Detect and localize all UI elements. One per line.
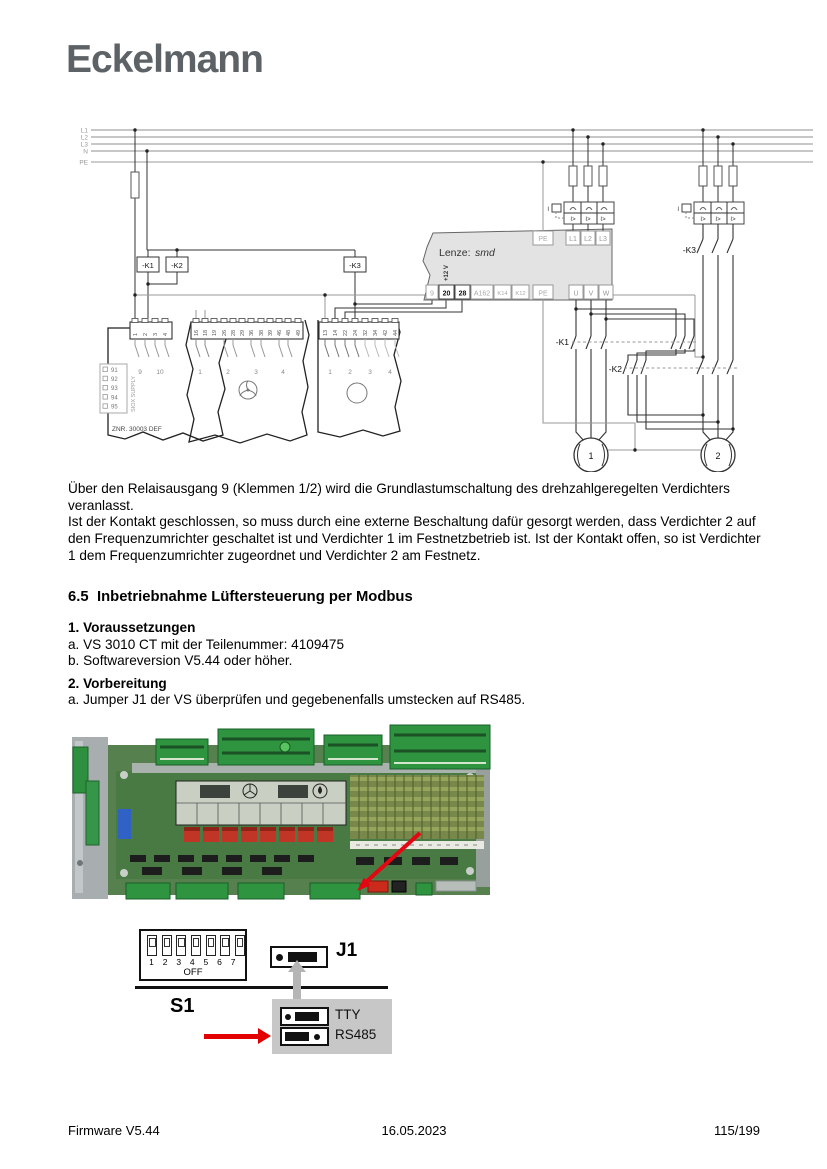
siox-supply-block <box>100 364 162 433</box>
bus-label: L2 <box>80 134 88 142</box>
figure-divider-line <box>135 986 388 989</box>
bus-label: PE <box>79 159 88 167</box>
relay-contact-symbol <box>279 339 292 357</box>
terminal-strip-1 <box>130 319 172 377</box>
terminal-number: 34 <box>373 329 379 336</box>
lenze-terminal: A162 <box>473 290 491 298</box>
tty-label: TTY <box>335 1007 361 1022</box>
lenze-terminal: V <box>588 290 594 298</box>
module-znr-label: ZNR. 30003 DEF <box>112 426 162 433</box>
relay-number: 3 <box>254 369 258 376</box>
dip-number: 2 <box>162 957 168 967</box>
overcurrent-symbol: I> <box>715 217 721 223</box>
terminal-number: 26 <box>222 329 228 336</box>
paragraph: Über den Relaisausgang 9 (Klemmen 1/2) wird die Grundlastumschaltung des drehzahlgeregelten Verdichters veranlasst. <box>68 481 730 513</box>
relay-number: 3 <box>368 369 372 376</box>
motor-1 <box>574 438 608 472</box>
relay-contact-symbol <box>135 339 149 357</box>
eckelmann-logo: Eckelmann <box>66 38 263 81</box>
lenze-terminal: K12 <box>515 291 526 297</box>
contactor-coil-label: -K3 <box>349 261 361 270</box>
pump-icon <box>347 383 367 403</box>
dip-switch-s1 <box>139 929 247 981</box>
lenze-terminal: PE <box>538 290 548 298</box>
overcurrent-symbol: I> <box>585 217 591 223</box>
contactor-coil-label: -K2 <box>171 261 183 270</box>
relay-contact-symbol <box>325 339 339 357</box>
page-footer <box>68 1123 760 1138</box>
jumper-options-panel <box>272 999 392 1054</box>
lenze-terminal: W <box>602 290 610 298</box>
terminal-number: 14 <box>333 329 339 336</box>
lenze-terminal: PE <box>538 236 548 243</box>
step1-item: a. VS 3010 CT mit der Teilenummer: 4109475 <box>68 637 345 652</box>
red-arrow-icon <box>258 1028 271 1044</box>
j1-label: J1 <box>336 940 358 961</box>
red-arrow-stem <box>204 1034 260 1039</box>
relay-contact-symbol <box>155 339 169 357</box>
siox-terminal: 91 <box>111 367 118 374</box>
gray-arrow-stem <box>293 971 301 999</box>
pcb-blue-trimmer <box>118 809 131 839</box>
dip-number: 1 <box>149 957 154 967</box>
rs485-label: RS485 <box>335 1027 377 1042</box>
terminal-number: 24 <box>353 329 359 336</box>
section-title: Inbetriebnahme Lüftersteuerung per Modbus <box>97 589 413 605</box>
terminal-number: 42 <box>383 329 389 336</box>
test-button-label: I <box>677 207 679 213</box>
contactor-contact-label: -K1 <box>555 337 569 347</box>
terminal-number: 13 <box>323 329 329 336</box>
relay-number: 2 <box>348 369 352 376</box>
coil-labels <box>142 261 361 270</box>
terminal-strip-3 <box>319 319 399 404</box>
terminal-number: 29 <box>240 329 246 336</box>
relay-number: 4 <box>388 369 392 376</box>
lenze-terminal: 28 <box>458 290 467 298</box>
pcb-mounting-bracket <box>72 737 108 899</box>
dip-number: 4 <box>189 957 195 967</box>
terminal-number: 4 <box>163 332 169 336</box>
terminal-number: 46 <box>277 329 283 336</box>
terminal-number: 2 <box>143 332 149 336</box>
breaker-test-button <box>552 204 561 212</box>
pcb-label-panel <box>176 781 346 825</box>
terminal-number: 16 <box>194 329 200 336</box>
jumper-pin-dot <box>285 1014 291 1020</box>
dip-number: 7 <box>230 957 236 967</box>
dip-switch-lever[interactable] <box>176 935 186 956</box>
terminal-number: 19 <box>212 329 218 336</box>
terminal-number: 36 <box>249 329 255 336</box>
jumper-cap <box>295 1012 319 1021</box>
lenze-terminal: 9 <box>430 290 434 298</box>
bus-label: L3 <box>80 141 88 149</box>
terminal-number: 3 <box>153 332 159 336</box>
intro-paragraphs <box>68 481 768 565</box>
jumper-pin-dot <box>314 1034 320 1040</box>
terminal-strip-2 <box>191 310 303 399</box>
terminal-number: 48 <box>286 329 292 336</box>
motor-2 <box>701 438 735 472</box>
dip-number: 6 <box>217 957 222 967</box>
dip-switch-lever[interactable] <box>220 935 230 956</box>
dip-switch-lever[interactable] <box>162 935 172 956</box>
terminal-number: 1 <box>133 332 139 336</box>
dip-switch-lever[interactable] <box>235 935 245 956</box>
relay-contact-symbol <box>365 339 379 357</box>
siox-terminal: 94 <box>111 395 118 402</box>
paragraph: Ist der Kontakt geschlossen, so muss durch eine externe Beschaltung dafür gesorgt werden, dass Verdichter 2 auf den Frequenzumrichter geschaltet ist und Verdichter 1 im Festnetzbetrieb ist. Ist der Kontakt offen, so ist Verdichter 1 dem Frequenzumrichter zugeordnet und Verdichter 2 am Festnetz. <box>68 514 761 563</box>
terminal-number: 39 <box>268 329 274 336</box>
relay-contact-symbol <box>196 339 209 357</box>
tty-jumper-setting[interactable] <box>280 1007 329 1026</box>
overcurrent-symbol: I> <box>600 217 606 223</box>
step2-title: 2. Vorbereitung <box>68 676 167 691</box>
lenze-terminal: K14 <box>497 291 508 297</box>
footer-page-number: 115/199 <box>713 1123 761 1138</box>
relay-number: 2 <box>226 369 230 376</box>
power-bus <box>91 130 813 162</box>
dip-number: 5 <box>203 957 209 967</box>
relay-number: 10 <box>156 369 164 376</box>
lenze-brand: Lenze: <box>439 247 471 259</box>
terminal-number: 28 <box>231 329 237 336</box>
lenze-terminal: L3 <box>599 236 607 243</box>
terminal-number: 22 <box>343 329 349 336</box>
section-number: 6.5 <box>68 589 89 605</box>
breaker-test-button <box>682 204 691 212</box>
dip-switch-lever[interactable] <box>147 935 157 956</box>
section-heading <box>68 589 413 605</box>
footer-date: 16.05.2023 <box>381 1123 447 1138</box>
contactor-contact-label: -K3 <box>682 245 696 255</box>
lenze-terminal: L1 <box>569 236 577 243</box>
lenze-model: smd <box>475 247 495 259</box>
test-button-label: I <box>547 207 549 213</box>
step2-item: a. Jumper J1 der VS überprüfen und gegebenenfalls umstecken auf RS485. <box>68 692 526 707</box>
relay-number: 1 <box>198 369 202 376</box>
dip-off-label: OFF <box>183 967 203 978</box>
terminal-number: 32 <box>363 329 369 336</box>
dip-number: 3 <box>176 957 182 967</box>
siox-terminal: 95 <box>111 404 118 411</box>
overcurrent-symbol: I> <box>700 217 706 223</box>
lenze-terminal: 20 <box>442 290 451 298</box>
s1-label: S1 <box>170 995 195 1017</box>
rs485-jumper-setting[interactable] <box>280 1027 329 1046</box>
bus-label: N <box>83 148 88 156</box>
wiring-diagram <box>75 117 815 472</box>
step1-item: b. Softwareversion V5.44 oder höher. <box>68 653 293 668</box>
siox-supply-label: SIOX SUPPLY <box>131 376 137 412</box>
pcb-photo <box>72 723 497 908</box>
jumper-pin-dot <box>276 954 283 961</box>
dip-switch-numbers <box>141 956 245 967</box>
relay-contact-symbol <box>224 339 237 357</box>
contactor-contact-label: -K2 <box>608 364 622 374</box>
siox-terminal: 93 <box>111 386 118 393</box>
terminal-number: 49 <box>296 329 302 336</box>
bus-label: L1 <box>80 127 88 135</box>
motor-number: 1 <box>588 451 594 461</box>
jumper-cap <box>285 1032 309 1041</box>
relay-contact-symbol <box>251 339 265 357</box>
relay-contact-symbol <box>345 339 359 357</box>
lenze-terminal: L2 <box>584 236 592 243</box>
lenze-supply-label: +12 V <box>444 265 450 281</box>
fuse-symbol <box>131 172 139 198</box>
dip-switch-lever[interactable] <box>191 935 201 956</box>
fan-icon <box>239 381 257 399</box>
footer-firmware: Firmware V5.44 <box>68 1123 160 1138</box>
relay-number: 1 <box>328 369 332 376</box>
contactor-coil-label: -K1 <box>142 261 154 270</box>
motor-number: 2 <box>715 451 721 461</box>
overcurrent-symbol: I> <box>570 217 576 223</box>
relay-number: 9 <box>138 369 142 376</box>
terminal-number: 38 <box>259 329 265 336</box>
step1-title: 1. Voraussetzungen <box>68 620 196 635</box>
terminal-number: 44 <box>393 329 399 336</box>
bus-labels <box>79 128 88 167</box>
dip-switch-lever[interactable] <box>206 935 216 956</box>
terminal-number: 18 <box>203 329 209 336</box>
lenze-terminal: U <box>573 290 579 298</box>
relay-number: 4 <box>281 369 285 376</box>
pcb-jumper-j1-location <box>368 881 388 892</box>
overcurrent-symbol: I> <box>730 217 736 223</box>
siox-terminal: 92 <box>111 377 118 383</box>
